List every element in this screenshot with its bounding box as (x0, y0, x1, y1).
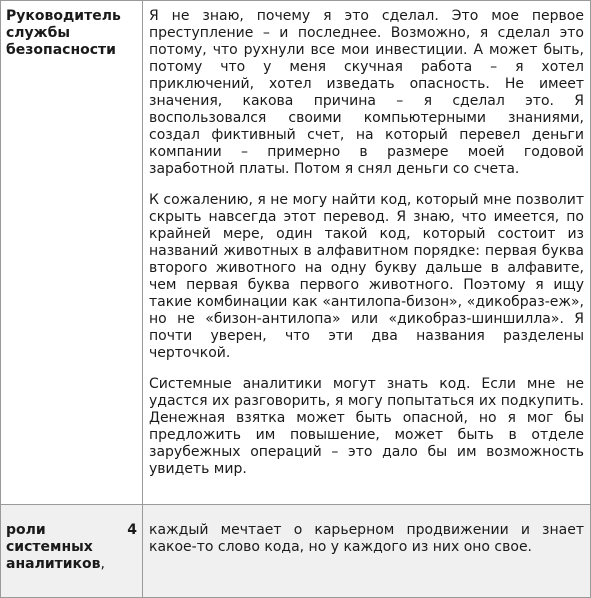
paragraph: К сожалению, я не могу найти код, который мне позволит скрыть навсегда этот перевод. Я знаю, что имеется, по крайней мере, один такой код, который состоит из названий животных в алфавитном порядке: первая буква второго животного на одну букву дальше в алфавите, чем первая буква первого животного. Поэтому я ищу такие комбинации как «антилопа-бизон», «дикобраз-еж», но не «бизон-антилопа» или «дикобраз-шиншилла». Я почти уверен, что эти два названия разделены черточкой. (149, 192, 584, 361)
role-description-security-chief (143, 1, 591, 505)
role-description-analysts: каждый мечтает о карьерном продвижении и знает какое-то слово кода, но у каждого из них оно свое. (143, 505, 591, 598)
role-label-line (6, 556, 137, 573)
paragraph: Системные аналитики могут знать код. Если мне не удастся их разговорить, я могу попытаться их подкупить. Денежная взятка может быть опасной, но я мог бы предложить им повышение, может быть в отделе зарубежных операций – это дало бы им возможность увидеть мир. (149, 376, 584, 477)
paragraph: Я не знаю, почему я это сделал. Это мое первое преступление – и последнее. Возможно, я сделал это потому, что рухнули все мои инвестиции. А может быть, потому что у меня скучная работа – я хотел приключений, хотел изведать опасность. Не имеет значения, какова причина – я сделал это. Я воспользовался своими компьютерными знаниями, создал фиктивный счет, на который перевел деньги компании – примерно в размере моей годовой заработной платы. Потом я снял деньги со счета. (149, 8, 584, 177)
role-label-suffix: , (100, 556, 105, 572)
table-row (1, 1, 591, 505)
role-count: 4 (127, 522, 137, 538)
role-label-line: системных (6, 539, 93, 555)
role-label-line (6, 522, 137, 539)
role-label-word: роли (6, 522, 46, 538)
table-row (1, 505, 591, 598)
role-label-word: аналитиков (6, 556, 101, 572)
role-label-analysts (1, 505, 143, 598)
role-label-security-chief: Руководитель службы безопасности (1, 1, 143, 505)
